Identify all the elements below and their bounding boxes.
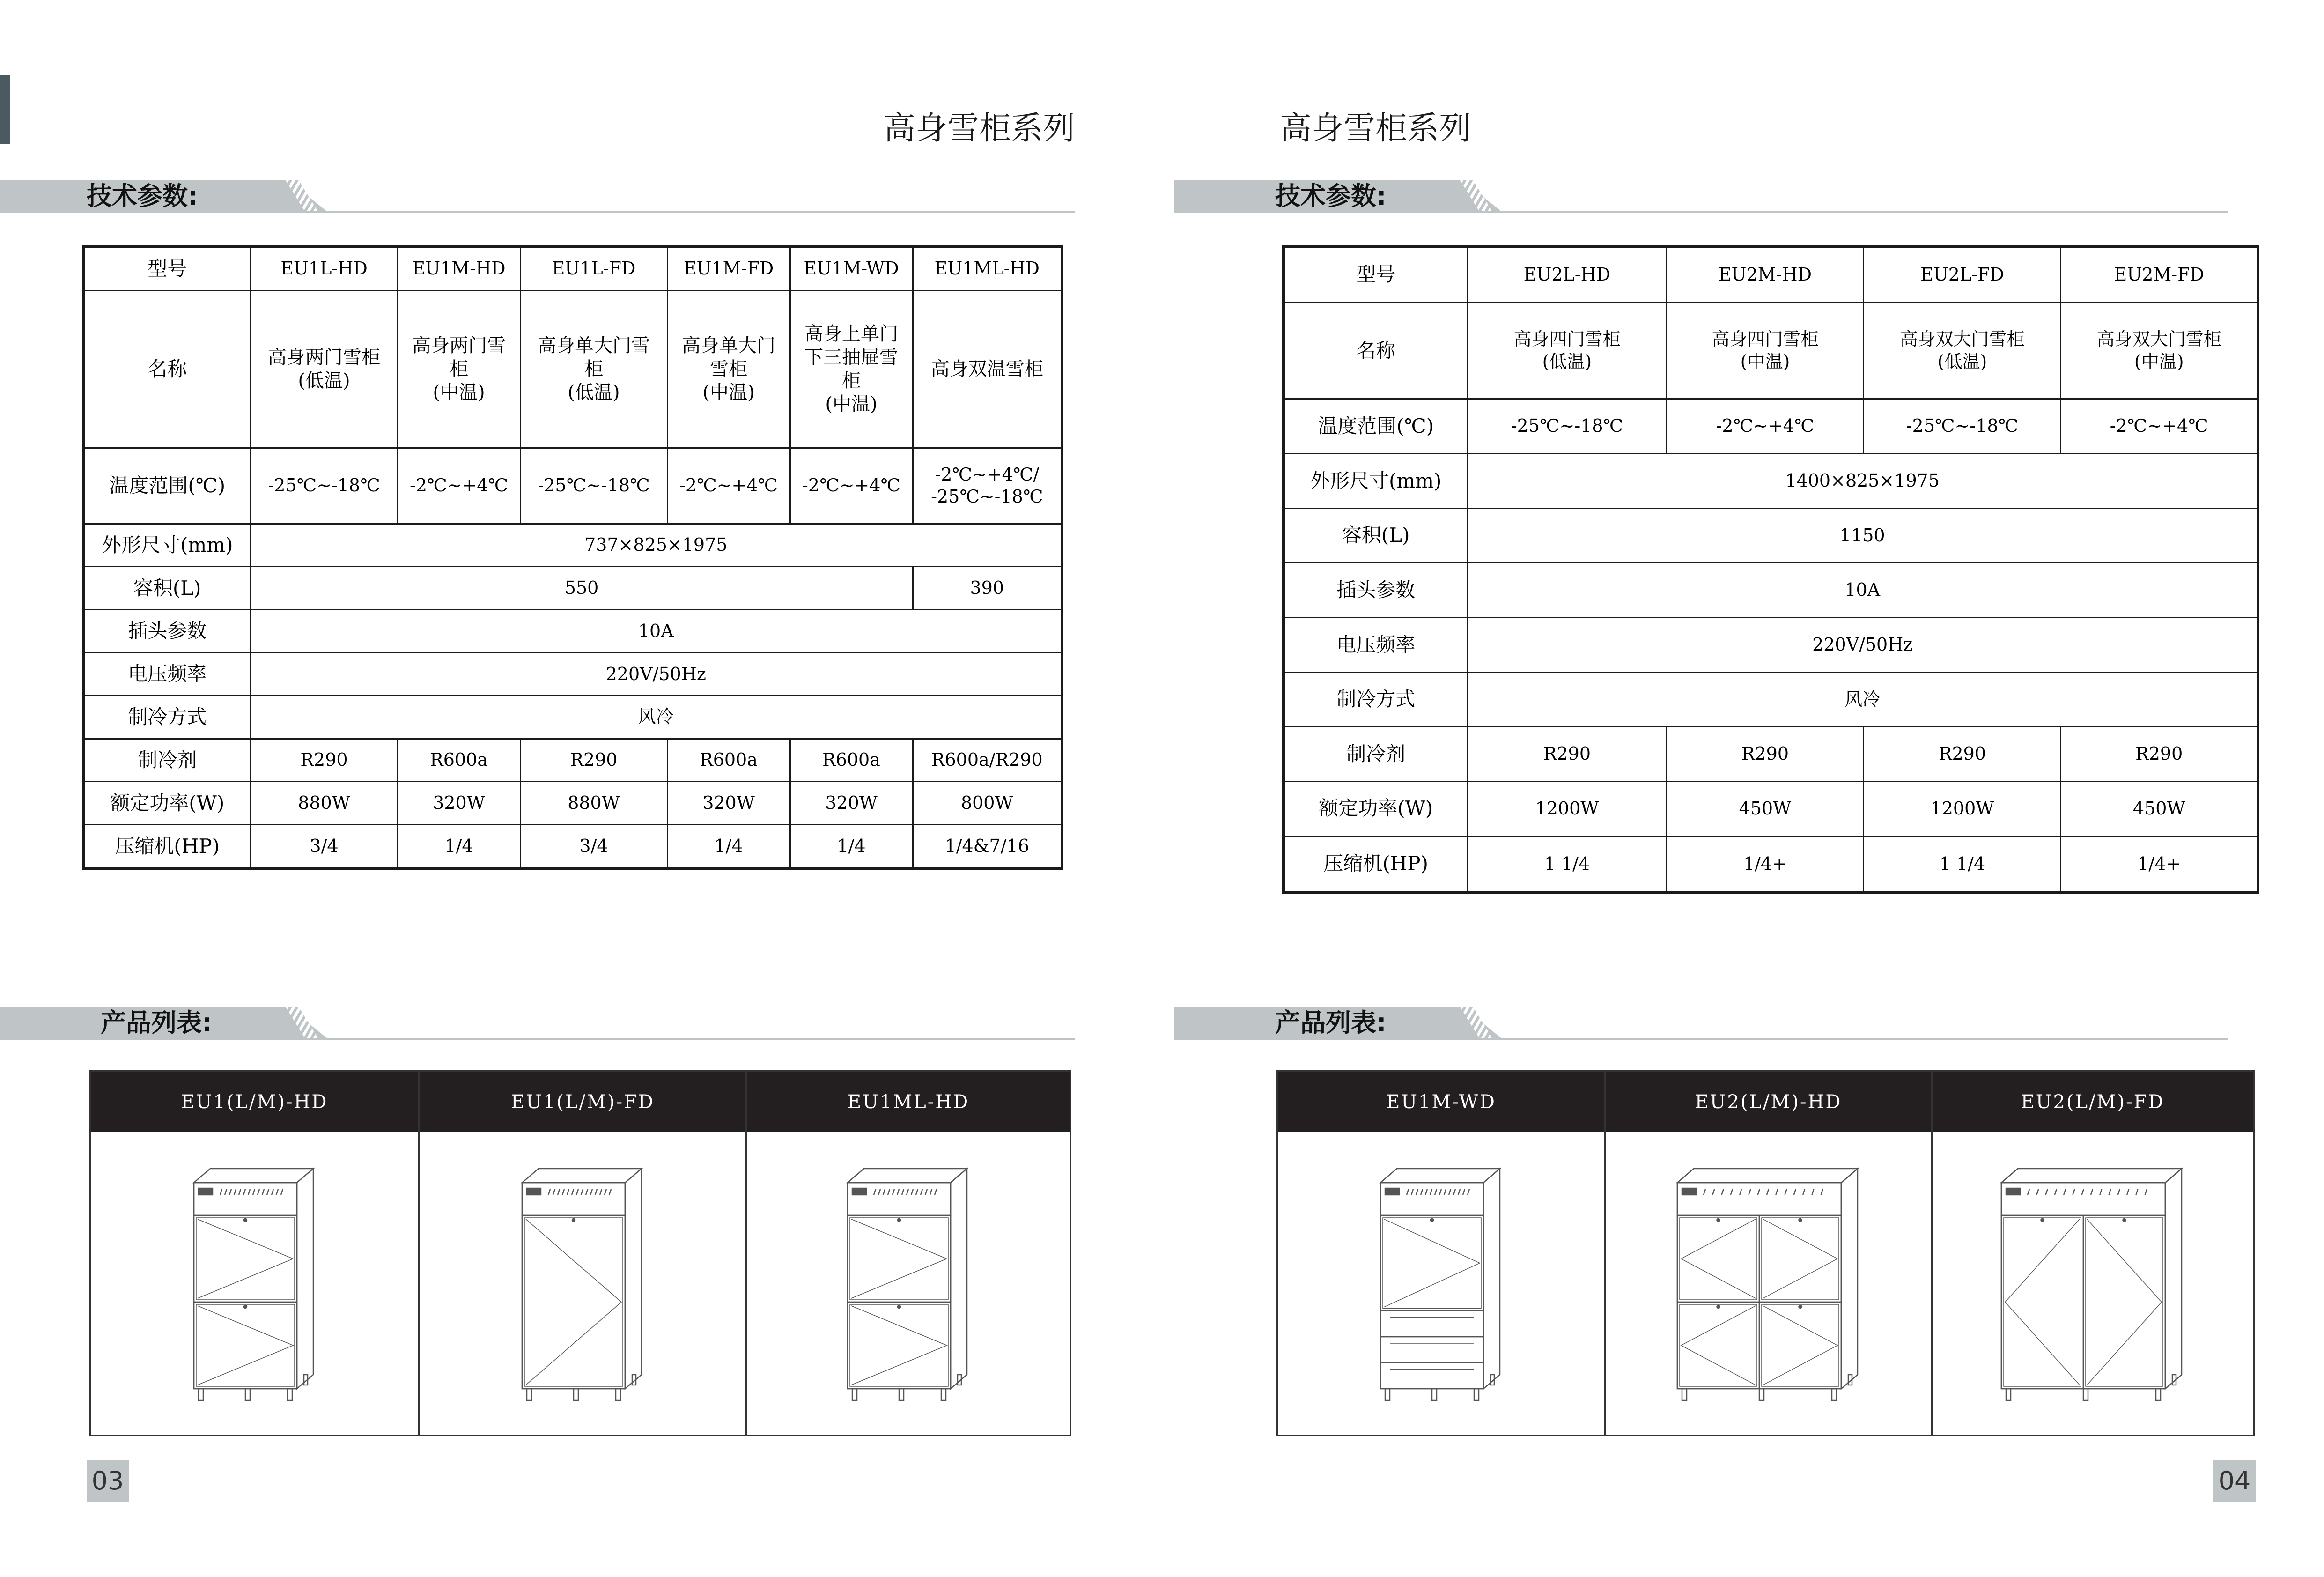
spec-cell: 10A (251, 610, 1062, 653)
spec-row (1284, 453, 2258, 508)
spec-cell: -2℃~+4℃ (790, 448, 913, 524)
spec-cell: R290 (520, 739, 667, 782)
spec-cell: 高身两门雪柜 (低温) (251, 290, 398, 448)
spec-cell: 高身双大门雪柜 (中温) (2061, 303, 2258, 399)
spec-row (1284, 563, 2258, 618)
spec-row (1284, 727, 2258, 782)
spec-cell: 1/4 (398, 825, 520, 869)
product-name: EU1M-WD (1278, 1072, 1604, 1132)
spec-cell: -2℃~+4℃ (398, 448, 520, 524)
spec-cell: 3/4 (520, 825, 667, 869)
page-title: 高身雪柜系列 (1280, 110, 1471, 147)
spec-row (1284, 836, 2258, 892)
spec-cell: 737×825×1975 (251, 524, 1062, 567)
edge-marker (0, 75, 10, 144)
product-card (1278, 1072, 1604, 1435)
spec-row (1284, 781, 2258, 836)
product-card (1604, 1072, 1931, 1435)
page-number: 03 (87, 1460, 129, 1502)
spec-row-label: 名称 (1284, 303, 1468, 399)
spec-cell: 1/4 (790, 825, 913, 869)
products-section-header (0, 1007, 1075, 1049)
spec-cell: -25℃~-18℃ (1468, 399, 1667, 454)
spec-row-label: 额定功率(W) (83, 782, 251, 825)
section-heading: 产品列表: (101, 1008, 212, 1037)
product-name: EU1(L/M)-FD (420, 1072, 745, 1132)
spec-row (83, 696, 1062, 739)
spec-cell: 3/4 (251, 825, 398, 869)
section-heading: 产品列表: (1275, 1008, 1387, 1037)
spec-cell: 390 (913, 567, 1062, 610)
spec-cell: EU1L-HD (251, 246, 398, 290)
specs-section-header (0, 180, 1075, 222)
spec-row-label: 插头参数 (83, 610, 251, 653)
spec-table (82, 245, 1063, 870)
product-card (91, 1072, 418, 1435)
spec-cell: R600a (398, 739, 520, 782)
spec-cell: 1400×825×1975 (1468, 453, 2258, 508)
spec-row (1284, 303, 2258, 399)
spec-cell: EU1ML-HD (913, 246, 1062, 290)
spec-cell: 320W (398, 782, 520, 825)
spec-cell: 1/4+ (2061, 836, 2258, 892)
spec-cell: 450W (1667, 781, 1864, 836)
page-number: 04 (2213, 1460, 2256, 1502)
product-image (1606, 1132, 1931, 1435)
spec-row (83, 567, 1062, 610)
spec-cell: 320W (667, 782, 790, 825)
spec-cell: -25℃~-18℃ (520, 448, 667, 524)
spec-cell: 1/4 (667, 825, 790, 869)
page-03 (0, 0, 1161, 1577)
spec-cell: R290 (251, 739, 398, 782)
product-image (747, 1132, 1070, 1435)
product-image (1278, 1132, 1604, 1435)
spec-cell: R290 (1468, 727, 1667, 782)
spec-cell: 10A (1468, 563, 2258, 618)
product-image (1933, 1132, 2253, 1435)
spec-row (83, 652, 1062, 696)
upright-four-door-fridge-icon (1668, 1157, 1869, 1410)
product-grid (1276, 1070, 2255, 1436)
spec-cell: EU2M-FD (2061, 246, 2258, 303)
spec-cell: 800W (913, 782, 1062, 825)
spec-cell: R600a/R290 (913, 739, 1062, 782)
product-card (418, 1072, 745, 1435)
spec-row (1284, 672, 2258, 727)
spec-cell: -2℃~+4℃ (2061, 399, 2258, 454)
spec-cell: 高身单大门 雪柜 (中温) (667, 290, 790, 448)
spec-row (1284, 399, 2258, 454)
spec-cell: 550 (251, 567, 913, 610)
spec-cell: 高身双温雪柜 (913, 290, 1062, 448)
upright-two-door-fridge-icon (838, 1157, 979, 1410)
spec-row-label: 压缩机(HP) (83, 825, 251, 869)
spec-cell: -2℃~+4℃/ -25℃~-18℃ (913, 448, 1062, 524)
spec-cell: 高身四门雪柜 (低温) (1468, 303, 1667, 399)
spec-cell: EU1M-FD (667, 246, 790, 290)
product-name: EU1(L/M)-HD (91, 1072, 418, 1132)
spec-table (1282, 245, 2259, 894)
spec-row-label: 压缩机(HP) (1284, 836, 1468, 892)
upright-door-drawers-fridge-icon (1371, 1157, 1512, 1410)
spec-cell: 高身上单门 下三抽屉雪 柜 (中温) (790, 290, 913, 448)
spec-cell: 高身双大门雪柜 (低温) (1864, 303, 2061, 399)
spec-row-label: 容积(L) (1284, 508, 1468, 563)
spec-cell: 450W (2061, 781, 2258, 836)
spec-cell: 1150 (1468, 508, 2258, 563)
product-image (420, 1132, 745, 1435)
spec-cell: R600a (667, 739, 790, 782)
spec-cell: 880W (251, 782, 398, 825)
spec-cell: 880W (520, 782, 667, 825)
spec-row (83, 246, 1062, 290)
spec-cell: R290 (1864, 727, 2061, 782)
spec-cell: EU2M-HD (1667, 246, 1864, 303)
spec-cell: 高身两门雪 柜 (中温) (398, 290, 520, 448)
spec-row-label: 额定功率(W) (1284, 781, 1468, 836)
spec-row-label: 名称 (83, 290, 251, 448)
spec-cell: 风冷 (251, 696, 1062, 739)
spec-cell: 1/4&7/16 (913, 825, 1062, 869)
spec-row-label: 电压频率 (83, 652, 251, 696)
spec-cell: 1/4+ (1667, 836, 1864, 892)
spec-row (83, 448, 1062, 524)
product-card (745, 1072, 1070, 1435)
spec-row-label: 制冷方式 (1284, 672, 1468, 727)
spec-row-label: 型号 (83, 246, 251, 290)
section-heading: 技术参数: (87, 181, 198, 211)
page-title: 高身雪柜系列 (883, 110, 1075, 147)
upright-double-door-fridge-icon (1992, 1157, 2193, 1410)
spec-row (1284, 508, 2258, 563)
spec-row-label: 外形尺寸(mm) (83, 524, 251, 567)
spec-row (83, 782, 1062, 825)
spec-cell: R600a (790, 739, 913, 782)
spec-row (1284, 617, 2258, 672)
spec-row-label: 电压频率 (1284, 617, 1468, 672)
spec-row (83, 290, 1062, 448)
spec-cell: 220V/50Hz (251, 652, 1062, 696)
spec-row-label: 容积(L) (83, 567, 251, 610)
spec-cell: 风冷 (1468, 672, 2258, 727)
product-name: EU2(L/M)-FD (1933, 1072, 2253, 1132)
product-name: EU1ML-HD (747, 1072, 1070, 1132)
spec-cell: EU2L-FD (1864, 246, 2061, 303)
product-card (1931, 1072, 2253, 1435)
spec-cell: 1200W (1864, 781, 2061, 836)
spec-row (83, 524, 1062, 567)
product-name: EU2(L/M)-HD (1606, 1072, 1931, 1132)
spec-row-label: 型号 (1284, 246, 1468, 303)
spec-cell: R290 (1667, 727, 1864, 782)
spec-row-label: 制冷剂 (1284, 727, 1468, 782)
spec-cell: 220V/50Hz (1468, 617, 2258, 672)
products-section-header (1174, 1007, 2228, 1049)
spec-row-label: 制冷剂 (83, 739, 251, 782)
spec-cell: 320W (790, 782, 913, 825)
spec-cell: R290 (2061, 727, 2258, 782)
spec-row (83, 610, 1062, 653)
spec-row-label: 温度范围(℃) (83, 448, 251, 524)
spec-cell: EU1M-WD (790, 246, 913, 290)
spec-cell: -25℃~-18℃ (1864, 399, 2061, 454)
spec-cell: -2℃~+4℃ (667, 448, 790, 524)
spec-cell: EU2L-HD (1468, 246, 1667, 303)
spec-row-label: 插头参数 (1284, 563, 1468, 618)
specs-section-header (1174, 180, 2228, 222)
section-heading: 技术参数: (1275, 181, 1387, 211)
spec-cell: 1200W (1468, 781, 1667, 836)
spec-row-label: 外形尺寸(mm) (1284, 453, 1468, 508)
upright-two-door-fridge-icon (184, 1157, 325, 1410)
spec-cell: -25℃~-18℃ (251, 448, 398, 524)
spec-row (83, 739, 1062, 782)
product-image (91, 1132, 418, 1435)
spec-row-label: 温度范围(℃) (1284, 399, 1468, 454)
spec-row-label: 制冷方式 (83, 696, 251, 739)
spec-cell: EU1L-FD (520, 246, 667, 290)
page-04 (1161, 0, 2324, 1577)
spec-cell: -2℃~+4℃ (1667, 399, 1864, 454)
spec-row (83, 825, 1062, 869)
spec-cell: 1 1/4 (1864, 836, 2061, 892)
product-grid (89, 1070, 1071, 1436)
spec-cell: 1 1/4 (1468, 836, 1667, 892)
spec-cell: 高身四门雪柜 (中温) (1667, 303, 1864, 399)
upright-single-door-fridge-icon (513, 1157, 653, 1410)
spec-row (1284, 246, 2258, 303)
spec-cell: 高身单大门雪 柜 (低温) (520, 290, 667, 448)
spec-cell: EU1M-HD (398, 246, 520, 290)
